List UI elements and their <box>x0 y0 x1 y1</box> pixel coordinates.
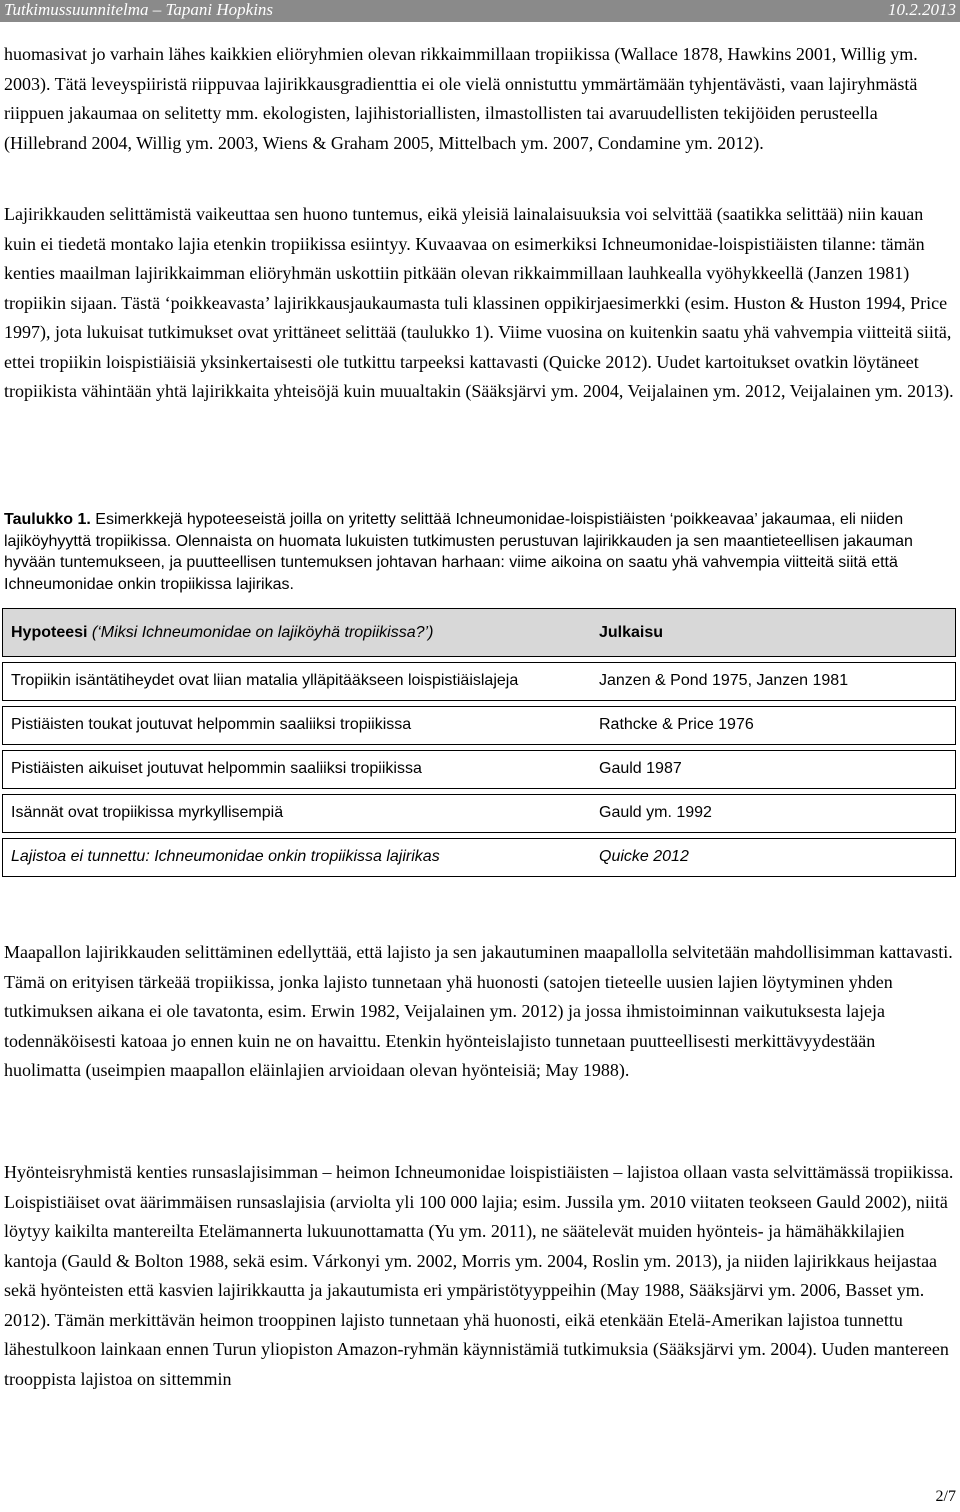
hypothesis-cell: Tropiikin isäntätiheydet ovat liian matalia ylläpitääkseen loispistiäislajeja <box>2 662 591 701</box>
table-caption-text: Esimerkkejä hypoteeseistä joilla on yritetty selittää Ichneumonidae-loispistiäisten ‘poikkeavaa’ jakaumaa, eli niiden lajiköyhyyttä tropiikissa. Olennaista on huomata lukuisten tutkimusten perustuvan lajirikkauden ja sen maantieteellisen jakauman hyvään tuntemukseen, ja puutteellisen tuntemuksen johtavan harhaan: viime aikoina on saatu yhä vahvempia viitteitä siitä että Ichneumonidae onkin tropiikissa lajirikas. <box>4 511 913 593</box>
hypothesis-cell: Pistiäisten toukat joutuvat helpommin saaliiksi tropiikissa <box>2 706 591 745</box>
table-header-row <box>2 608 956 657</box>
table-caption <box>4 509 956 595</box>
table-caption-label: Taulukko 1. <box>4 511 91 528</box>
paragraph-2: Lajirikkauden selittämistä vaikeuttaa sen huono tuntemus, eikä yleisiä lainalaisuuksia voi selvittää (saatikka selittää) niin kauan kuin ei tiedetä montako lajia etenkin tropiikissa esiintyy. Kuvaavaa on esimerkiksi Ichneumonidae-loispistiäisten tilanne: tämän kenties maailman lajirikkaimman eliöryhmän uskottiin pitkään olevan rikkaimmillaan lauhkealla vyöhykkeellä (Janzen 1981) tropiikin sijaan. Tästä ‘poikkeavasta’ lajirikkausjaukaumasta tuli klassinen oppikirjaesimerkki (esim. Huston & Huston 1994, Price 1997), jota lukuisat tutkimukset ovat yrittäneet selittää (taulukko 1). Viime vuosina on kuitenkin saatu yhä vahvempia viitteitä siitä, ettei tropiikin loispistiäisiä yksinkertaisesti ole tutkittu tarpeeksi kattavasti (Quicke 2012). Uudet kartoitukset ovatkin löytäneet tropiikista vähintään yhtä lajirikkaita yhteisöjä kuin muualtakin (Sääksjärvi ym. 2004, Veijalainen ym. 2012, Veijalainen ym. 2013). <box>4 204 954 401</box>
header-hypothesis-question: (‘Miksi Ichneumonidae on lajiköyhä tropiikissa?’) <box>91 624 434 641</box>
paragraph-4: Hyönteisryhmistä kenties runsaslajisimman – heimon Ichneumonidae loispistiäisten – lajistoa ollaan vasta selvittämässä tropiikissa. Loispistiäiset ovat äärimmäisen runsaslajisia (arviolta yli 100 000 lajia; esim. Jussila ym. 2010 viitaten teokseen Gauld 2002), niitä löytyy kaikilta mantereilta Etelämannerta lukuunottamatta (Yu ym. 2011), ne säätelevät muiden hyönteis- ja hämähäkkilajien kantoja (Gauld & Bolton 1988, sekä esim. Várkonyi ym. 2002, Morris ym. 2004, Roslin ym. 2013), ja niiden lajirikkaus heijastaa sekä hyönteisten että kasvien lajirikkautta ja jakautumista eri ympäristötyyppeihin (May 1988, Sääksjärvi ym. 2006, Basset ym. 2012). Tämän merkittävän heimon trooppinen lajisto tunnetaan yhä huonosti, eikä etenkään Etelä-Amerikan lajistoa tunnettu lähestulkoon lainkaan ennen Turun yliopiston Amazon-ryhmän käynnistämiä tutkimuksia (Sääksjärvi ym. 2004). Uuden mantereen trooppista lajistoa on sittemmin <box>4 1162 954 1389</box>
publication-cell: Gauld 1987 <box>591 750 956 789</box>
hypothesis-cell: Isännät ovat tropiikissa myrkyllisempiä <box>2 794 591 833</box>
table-row <box>2 662 956 701</box>
paragraph-1: huomasivat jo varhain lähes kaikkien eliöryhmien olevan rikkaimmillaan tropiikissa (Wallace 1878, Hawkins 2001, Willig ym. 2003). Tätä leveyspiiristä riippuvaa lajirikkausgradienttia ei ole vielä onnistuttu ymmärtämään tyhjentävästi, vaan lajiryhmästä riippuen jakaumaa on selitetty mm. ekologisten, lajihistoriallisten, ilmastollisten tai avaruudellisten tekijöiden perusteella (Hillebrand 2004, Willig ym. 2003, Wiens & Graham 2005, Mittelbach ym. 2007, Condamine ym. 2012). <box>4 44 918 153</box>
page-number: 2/7 <box>935 1488 956 1505</box>
table-row <box>2 750 956 789</box>
publication-cell: Janzen & Pond 1975, Janzen 1981 <box>591 662 956 701</box>
hypothesis-cell: Pistiäisten aikuiset joutuvat helpommin saaliiksi tropiikissa <box>2 750 591 789</box>
publication-cell: Gauld ym. 1992 <box>591 794 956 833</box>
table-row <box>2 838 956 877</box>
paragraph-3: Maapallon lajirikkauden selittäminen edellyttää, että lajisto ja sen jakautuminen maapallolla selvitetään mahdollisimman kattavasti. Tämä on erityisen tärkeää tropiikissa, jonka lajisto tunnetaan yhä huonosti (satojen tieteelle uusien lajien löytyminen yhden tutkimuksen aikana ei ole tavatonta, esim. Erwin 1982, Veijalainen ym. 2012) ja jossa ihmistoiminnan vaikutuksesta lajeja todennäköisesti katoaa jo ennen kuin ne on havaittu. Etenkin hyönteislajisto tunnetaan puutteellisesti merkittävyydestään huolimatta (useimpien maapallon eläinlajien arvioidaan olevan hyönteisiä; May 1988). <box>4 942 953 1080</box>
publication-cell: Rathcke & Price 1976 <box>591 706 956 745</box>
page-header <box>0 0 960 22</box>
hypothesis-cell: Lajistoa ei tunnettu: Ichneumonidae onkin tropiikissa lajirikas <box>2 838 591 877</box>
header-hypothesis <box>2 608 591 657</box>
header-publication: Julkaisu <box>591 608 956 657</box>
header-hypothesis-label: Hypoteesi <box>11 624 88 641</box>
hypothesis-table <box>2 603 956 882</box>
table-row <box>2 706 956 745</box>
publication-cell: Quicke 2012 <box>591 838 956 877</box>
header-title: Tutkimussuunnitelma – Tapani Hopkins <box>4 0 274 19</box>
table-row <box>2 794 956 833</box>
header-date: 10.2.2013 <box>888 0 956 19</box>
